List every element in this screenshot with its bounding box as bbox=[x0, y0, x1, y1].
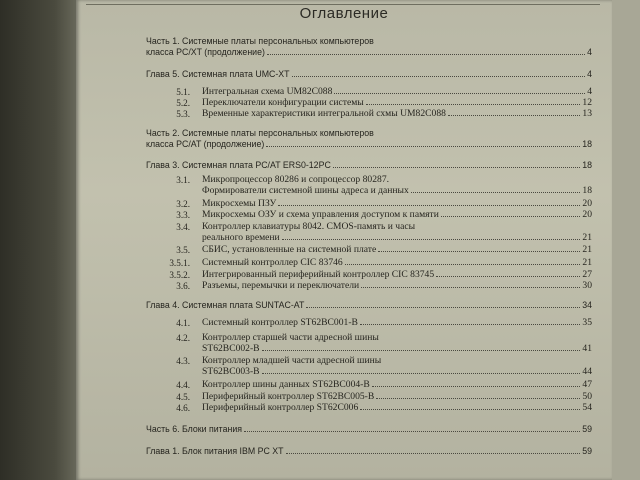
entry-title-line: Интегральная схема UM82C088 bbox=[202, 86, 333, 97]
page-number: 54 bbox=[582, 402, 592, 413]
page-number: 44 bbox=[582, 365, 592, 377]
next-page-edge bbox=[612, 0, 640, 480]
entry-title-line: Разъемы, перемычки и переключатели bbox=[202, 280, 360, 291]
entry-title-line: класса PC/AT (продолжение) bbox=[146, 138, 265, 149]
dot-leader bbox=[267, 54, 585, 55]
dot-leader bbox=[441, 216, 581, 217]
entry-title-line: Периферийный контроллер ST62BC005-B bbox=[202, 391, 375, 402]
toc-chapter-entry[interactable] bbox=[146, 160, 592, 171]
toc-section-entry[interactable] bbox=[146, 258, 592, 269]
dot-leader bbox=[333, 167, 580, 168]
page-number: 47 bbox=[582, 379, 592, 390]
section-number: 5.1. bbox=[176, 87, 190, 97]
entry-title-line: СБИС, установленные на системной плате bbox=[202, 244, 377, 255]
section-number: 3.3. bbox=[176, 210, 190, 220]
dot-leader bbox=[366, 104, 581, 105]
entry-title-line: Формирователи системной шины адреса и данных bbox=[202, 184, 409, 196]
page-number: 20 bbox=[582, 209, 592, 220]
entry-title-line: ST62BC002-B bbox=[202, 342, 260, 354]
section-number: 4.4. bbox=[176, 380, 190, 390]
dot-leader bbox=[345, 264, 581, 265]
entry-title-line: класса PC/XT (продолжение) bbox=[146, 46, 265, 57]
toc-section-entry[interactable] bbox=[146, 333, 592, 354]
toc-chapter-entry[interactable] bbox=[146, 69, 592, 80]
toc-section-entry[interactable] bbox=[146, 380, 592, 391]
page-number: 27 bbox=[582, 269, 592, 280]
toc-section-entry[interactable] bbox=[146, 281, 592, 292]
toc-section-entry[interactable] bbox=[146, 175, 592, 196]
dot-leader bbox=[266, 146, 580, 147]
dot-leader bbox=[361, 287, 580, 288]
entry-title-line: Микропроцессор 80286 и сопроцессор 80287. bbox=[202, 174, 390, 185]
toc-section-entry[interactable] bbox=[146, 222, 592, 243]
page-number: 13 bbox=[582, 108, 592, 119]
page-number: 12 bbox=[582, 97, 592, 108]
toc-chapter-entry[interactable] bbox=[146, 446, 592, 457]
page-number: 34 bbox=[582, 300, 592, 310]
section-number: 4.3. bbox=[176, 356, 190, 366]
toc-section-entry[interactable] bbox=[146, 210, 592, 221]
entry-title-line: Контроллер младшей части адресной шины bbox=[202, 355, 382, 366]
toc-part-entry[interactable] bbox=[146, 128, 592, 149]
book-page bbox=[76, 0, 612, 480]
dot-leader bbox=[244, 431, 580, 432]
dot-leader bbox=[292, 76, 586, 77]
section-number: 3.2. bbox=[176, 199, 190, 209]
toc-part-entry[interactable] bbox=[146, 36, 592, 57]
dot-leader bbox=[411, 192, 581, 193]
entry-title-line: Переключатели конфигурации системы bbox=[202, 97, 364, 108]
page-title: Оглавление bbox=[299, 5, 389, 22]
dot-leader bbox=[306, 307, 580, 308]
dot-leader bbox=[360, 409, 580, 410]
section-number: 5.3. bbox=[176, 109, 190, 119]
dot-leader bbox=[360, 324, 580, 325]
page-number: 4 bbox=[587, 86, 592, 97]
section-number: 3.4. bbox=[176, 222, 190, 232]
page-number: 30 bbox=[582, 280, 592, 291]
section-number: 4.6. bbox=[176, 403, 190, 413]
entry-title-line: Глава 3. Системная плата PC/AT ERS0-12PC bbox=[146, 160, 331, 170]
section-number: 4.2. bbox=[176, 333, 190, 343]
dot-leader bbox=[372, 386, 581, 387]
page-number: 41 bbox=[582, 342, 592, 354]
page-number: 21 bbox=[582, 231, 592, 243]
page-number: 21 bbox=[582, 244, 592, 255]
entry-title-line: ST62BC003-B bbox=[202, 365, 260, 377]
dot-leader bbox=[262, 350, 581, 351]
dot-leader bbox=[282, 239, 581, 240]
toc-section-entry[interactable] bbox=[146, 318, 592, 329]
entry-title-line: Периферийный контроллер ST62C006 bbox=[202, 402, 359, 413]
toc-part-entry[interactable] bbox=[146, 424, 592, 435]
section-number: 3.5.2. bbox=[169, 270, 190, 280]
section-number: 4.1. bbox=[176, 318, 190, 328]
section-number: 3.1. bbox=[176, 175, 190, 185]
page-number: 20 bbox=[582, 198, 592, 209]
entry-title-line: Системный контроллер CIC 83746 bbox=[202, 257, 343, 268]
entry-title-line: Часть 6. Блоки питания bbox=[146, 424, 243, 434]
page-number: 59 bbox=[582, 424, 592, 434]
page-number: 50 bbox=[582, 391, 592, 402]
section-number: 5.2. bbox=[176, 98, 190, 108]
entry-title-line: Глава 4. Системная плата SUNTAC-AT bbox=[146, 300, 305, 310]
toc-chapter-entry[interactable] bbox=[146, 300, 592, 311]
dot-leader bbox=[262, 373, 581, 374]
toc-section-entry[interactable] bbox=[146, 356, 592, 377]
section-number: 3.5. bbox=[176, 245, 190, 255]
toc-section-entry[interactable] bbox=[146, 109, 592, 120]
dot-leader bbox=[378, 251, 580, 252]
toc-section-entry[interactable] bbox=[146, 199, 592, 210]
page-number: 4 bbox=[587, 46, 592, 57]
book-spine-shadow bbox=[0, 0, 78, 480]
page-number: 21 bbox=[582, 257, 592, 268]
page-number: 18 bbox=[582, 184, 592, 196]
dot-leader bbox=[376, 398, 580, 399]
section-number: 3.6. bbox=[176, 281, 190, 291]
entry-title-line: Контроллер клавиатуры 8042. CMOS-память и часы bbox=[202, 221, 416, 232]
entry-title-line: Глава 1. Блок питания IBM PC XT bbox=[146, 446, 284, 456]
dot-leader bbox=[448, 115, 580, 116]
entry-title-line: реального времени bbox=[202, 231, 280, 243]
dot-leader bbox=[436, 276, 580, 277]
entry-title-line: Интегрированный периферийный контроллер CIC 83745 bbox=[202, 269, 435, 280]
page-number: 35 bbox=[582, 317, 592, 328]
entry-title-line: Микросхемы ОЗУ и схема управления доступом к памяти bbox=[202, 209, 439, 220]
toc-section-entry[interactable] bbox=[146, 245, 592, 256]
page-number: 18 bbox=[582, 138, 592, 149]
entry-title-line: Временные характеристики интегральной схмы UM82C088 bbox=[202, 108, 446, 119]
section-number: 3.5.1. bbox=[169, 258, 190, 268]
entry-title-line: Часть 1. Системные платы персональных компьютеров bbox=[146, 36, 374, 46]
entry-title-line: Глава 5. Системная плата UMC-XT bbox=[146, 69, 290, 79]
dot-leader bbox=[334, 93, 585, 94]
dot-leader bbox=[278, 205, 580, 206]
entry-title-line: Микросхемы ПЗУ bbox=[202, 198, 277, 209]
entry-title-line: Часть 2. Системные платы персональных компьютеров bbox=[146, 128, 374, 138]
entry-title-line: Системный контроллер ST62BC001-B bbox=[202, 317, 358, 328]
dot-leader bbox=[286, 453, 581, 454]
toc-section-entry[interactable] bbox=[146, 392, 592, 403]
page-number: 59 bbox=[582, 446, 592, 456]
toc-section-entry[interactable] bbox=[146, 270, 592, 281]
section-number: 4.5. bbox=[176, 392, 190, 402]
entry-title-line: Контроллер старшей части адресной шины bbox=[202, 332, 379, 343]
toc-section-entry[interactable] bbox=[146, 403, 592, 414]
page-number: 18 bbox=[582, 160, 592, 170]
toc-section-entry[interactable] bbox=[146, 87, 592, 98]
entry-title-line: Контроллер шины данных ST62BC004-B bbox=[202, 379, 370, 390]
page-number: 4 bbox=[587, 69, 592, 79]
toc-section-entry[interactable] bbox=[146, 98, 592, 109]
